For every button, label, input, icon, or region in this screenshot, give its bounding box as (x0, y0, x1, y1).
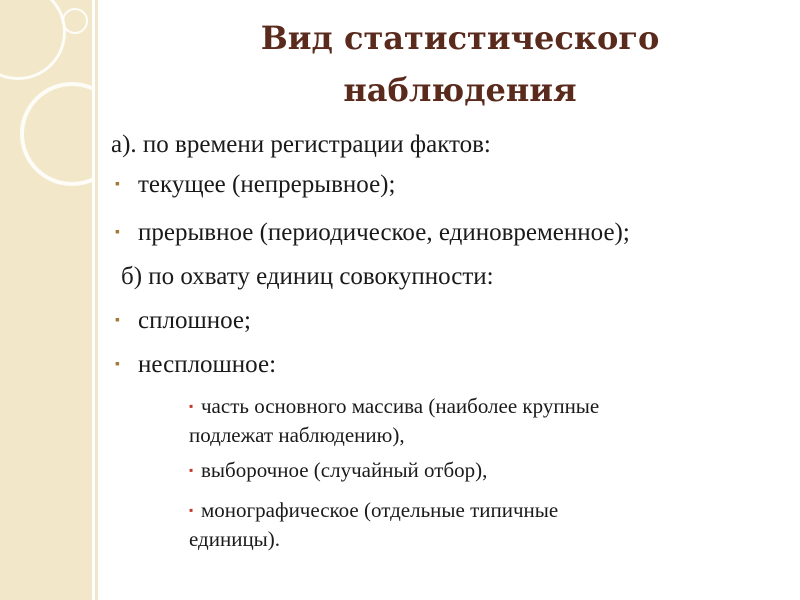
bullet-icon: ▪ (115, 177, 120, 192)
slide-title: Вид статистического наблюдения (260, 19, 660, 109)
sub-list-item: монографическое (отдельные типичные (201, 498, 559, 522)
list-item: прерывное (периодическое, единовременное); (138, 219, 630, 246)
sub-bullet-icon: ▪ (189, 463, 194, 477)
list-item: сплошное; (138, 307, 251, 334)
list-item: несплошное: (138, 351, 277, 378)
sub-list-item: выборочное (случайный отбор), (201, 458, 488, 482)
section-a-heading: а). по времени регистрации фактов: (111, 131, 491, 158)
sub-bullet-icon: ▪ (189, 399, 194, 413)
list-item: текущее (непрерывное); (138, 171, 396, 198)
section-b-heading: б) по охвату единиц совокупности: (121, 263, 494, 290)
sub-list-item-continuation: подлежат наблюдению), (189, 423, 405, 447)
sub-list-item: часть основного массива (наиболее крупные (201, 394, 600, 418)
bullet-icon: ▪ (115, 225, 120, 240)
sub-bullet-icon: ▪ (189, 503, 194, 517)
sub-list-item-continuation: единицы). (189, 527, 281, 551)
bullet-icon: ▪ (115, 357, 120, 372)
bullet-icon: ▪ (115, 313, 120, 328)
